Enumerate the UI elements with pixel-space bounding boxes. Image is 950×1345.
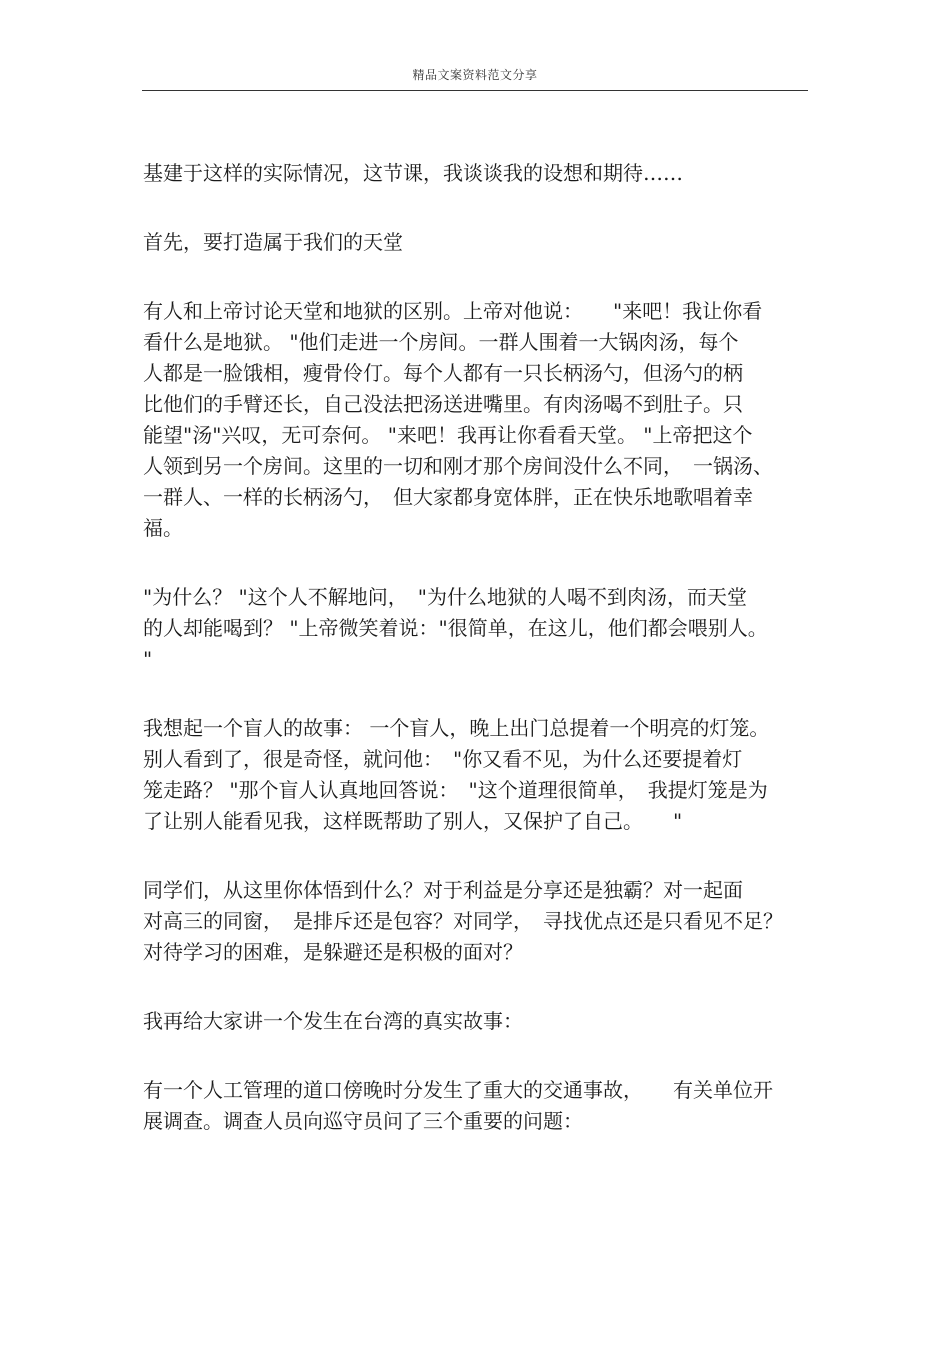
text-line: 的人却能喝到？ "上帝微笑着说："很简单，在这儿，他们都会喂别人。 xyxy=(143,616,768,640)
text-line: 笼走路？ "那个盲人认真地回答说： "这个道理很简单， 我提灯笼是为 xyxy=(143,778,768,802)
header-divider xyxy=(142,90,808,91)
text-line: "为什么？ "这个人不解地问， "为什么地狱的人喝不到肉汤，而天堂 xyxy=(143,585,747,609)
text-line: 同学们，从这里你体悟到什么？对于利益是分享还是独霸？对一起面 xyxy=(143,878,743,902)
text-line: 对高三的同窗， 是排斥还是包容？对同学， 寻找优点还是只看见不足？ xyxy=(143,909,783,933)
paragraph-3 xyxy=(143,296,807,544)
page-header-title: 精品文案资料范文分享 xyxy=(412,68,538,82)
text-line: 福。 xyxy=(143,516,183,540)
text-line: 我再给大家讲一个发生在台湾的真实故事： xyxy=(143,1009,523,1033)
paragraph-4 xyxy=(143,582,807,675)
paragraph-8 xyxy=(143,1075,807,1137)
paragraph-1 xyxy=(143,158,807,189)
text-line: 比他们的手臂还长，自己没法把汤送进嘴里。有肉汤喝不到肚子。只 xyxy=(143,392,743,416)
text-line: 一群人、一样的长柄汤勺， 但大家都身宽体胖，正在快乐地歌唱着幸 xyxy=(143,485,753,509)
document-body xyxy=(143,158,807,1175)
paragraph-6 xyxy=(143,875,807,968)
text-line: 别人看到了，很是奇怪，就问他： "你又看不见，为什么还要提着灯 xyxy=(143,747,743,771)
text-line: 了让别人能看见我，这样既帮助了别人，又保护了自己。 " xyxy=(143,809,683,833)
text-line: 我想起一个盲人的故事： 一个盲人，晚上出门总提着一个明亮的灯笼。 xyxy=(143,716,770,740)
text-line: 能望"汤"兴叹，无可奈何。 "来吧！我再让你看看天堂。 "上帝把这个 xyxy=(143,423,753,447)
text-line: " xyxy=(143,647,153,671)
text-line: 人都是一脸饿相，瘦骨伶仃。每个人都有一只长柄汤勺，但汤勺的柄 xyxy=(143,361,743,385)
text-line: 对待学习的困难，是躲避还是积极的面对？ xyxy=(143,940,523,964)
paragraph-2 xyxy=(143,227,807,258)
text-line: 看什么是地狱。 "他们走进一个房间。一群人围着一大锅肉汤，每个 xyxy=(143,330,739,354)
text-line: 有一个人工管理的道口傍晚时分发生了重大的交通事故， 有关单位开 xyxy=(143,1078,773,1102)
text-line: 人领到另一个房间。这里的一切和刚才那个房间没什么不同， 一锅汤、 xyxy=(143,454,773,478)
paragraph-7 xyxy=(143,1006,807,1037)
text-line: 首先，要打造属于我们的天堂 xyxy=(143,230,403,254)
paragraph-5 xyxy=(143,713,807,837)
text-line: 基建于这样的实际情况，这节课，我谈谈我的设想和期待…… xyxy=(143,161,683,185)
text-line: 有人和上帝讨论天堂和地狱的区别。上帝对他说： "来吧！我让你看 xyxy=(143,299,763,323)
text-line: 展调查。调查人员向巡守员问了三个重要的问题： xyxy=(143,1109,583,1133)
